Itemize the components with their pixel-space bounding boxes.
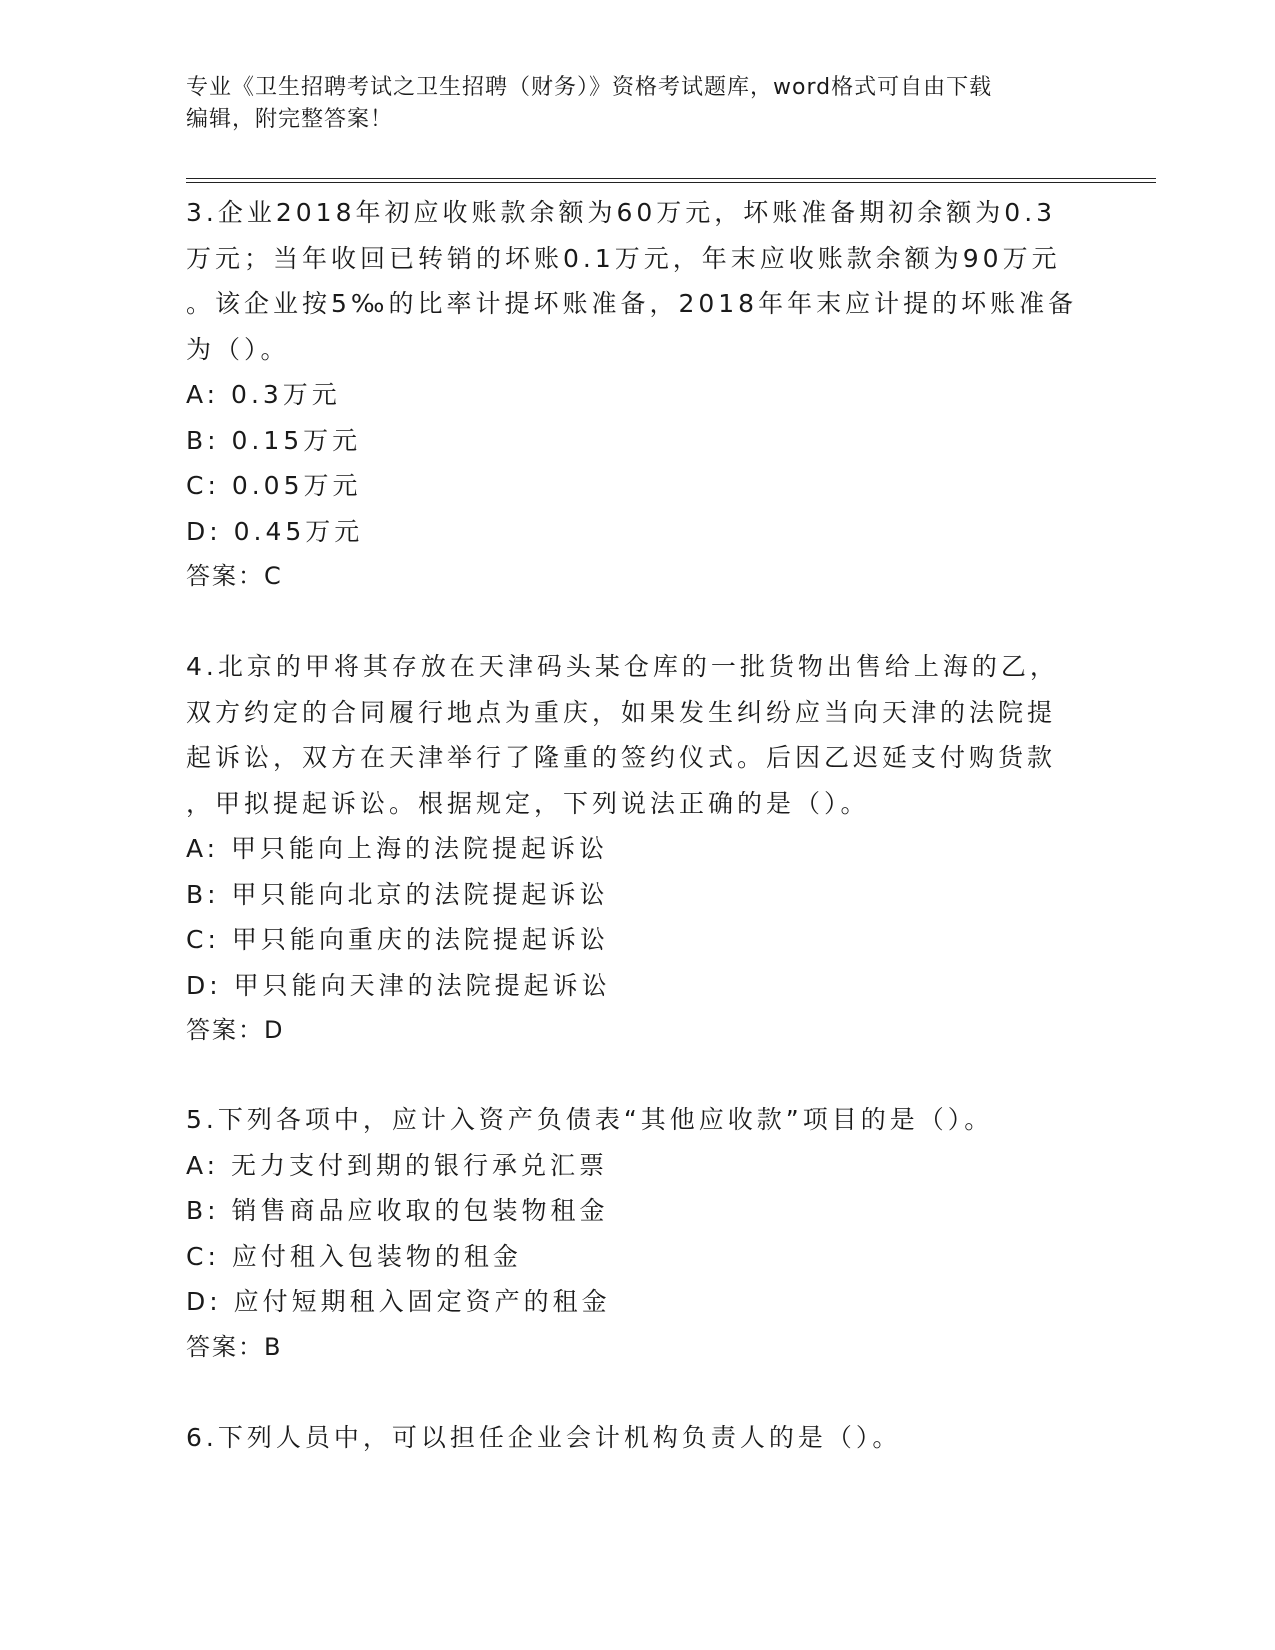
question-3 <box>186 190 1086 600</box>
option-b: B: 甲只能向北京的法院提起诉讼 <box>186 879 609 909</box>
option-b: B: 销售商品应收取的包装物租金 <box>186 1196 609 1225</box>
option-b: B: 0.15万元 <box>186 425 362 455</box>
answer-label: 答案：D <box>186 1016 285 1044</box>
option-a: A: 无力支付到期的银行承兑汇票 <box>186 1150 609 1180</box>
option-a: A: 0.3万元 <box>186 380 341 409</box>
document-page <box>186 0 1156 1650</box>
question-5 <box>186 1097 1086 1370</box>
option-c: C: 应付租入包装物的租金 <box>186 1241 522 1271</box>
question-text-line: 双方约定的合同履行地点为重庆，如果发生纠纷应当向天津的法院提 <box>186 697 1057 727</box>
header-line: 专业《卫生招聘考试之卫生招聘（财务）》资格考试题库，word格式可自由下载 <box>186 75 993 100</box>
question-text-line: 起诉讼，双方在天津举行了隆重的签约仪式。后因乙迟延支付购货款 <box>186 743 1057 772</box>
question-text-line: 为（）。 <box>186 334 290 364</box>
question-text-line: 6.下列人员中，可以担任企业会计机构负责人的是（）。 <box>186 1423 902 1452</box>
option-d: D: 甲只能向天津的法院提起诉讼 <box>186 970 611 1000</box>
question-text-line: 万元；当年收回已转销的坏账0.1万元，年末应收账款余额为90万元 <box>186 243 1061 273</box>
question-4 <box>186 644 1086 1054</box>
option-d: D: 0.45万元 <box>186 516 364 546</box>
question-text-line: 3.企业2018年初应收账款余额为60万元，坏账准备期初余额为0.3 <box>186 198 1057 227</box>
document-header <box>186 72 1086 136</box>
option-d: D: 应付短期租入固定资产的租金 <box>186 1287 611 1316</box>
question-6 <box>186 1415 1086 1461</box>
option-c: C: 0.05万元 <box>186 471 362 500</box>
question-text-line: ，甲拟提起诉讼。根据规定，下列说法正确的是（）。 <box>186 788 870 818</box>
question-text-line: 4.北京的甲将其存放在天津码头某仓库的一批货物出售给上海的乙， <box>186 652 1059 681</box>
header-line: 编辑，附完整答案！ <box>186 107 394 132</box>
question-text-line: 5.下列各项中，应计入资产负债表“其他应收款”项目的是（）。 <box>186 1105 994 1134</box>
question-text-line: 。该企业按5‰的比率计提坏账准备，2018年年末应计提的坏账准备 <box>186 289 1078 318</box>
answer-label: 答案：C <box>186 562 283 590</box>
option-a: A: 甲只能向上海的法院提起诉讼 <box>186 834 609 863</box>
option-c: C: 甲只能向重庆的法院提起诉讼 <box>186 925 609 954</box>
answer-label: 答案：B <box>186 1332 283 1361</box>
header-divider <box>186 178 1156 183</box>
